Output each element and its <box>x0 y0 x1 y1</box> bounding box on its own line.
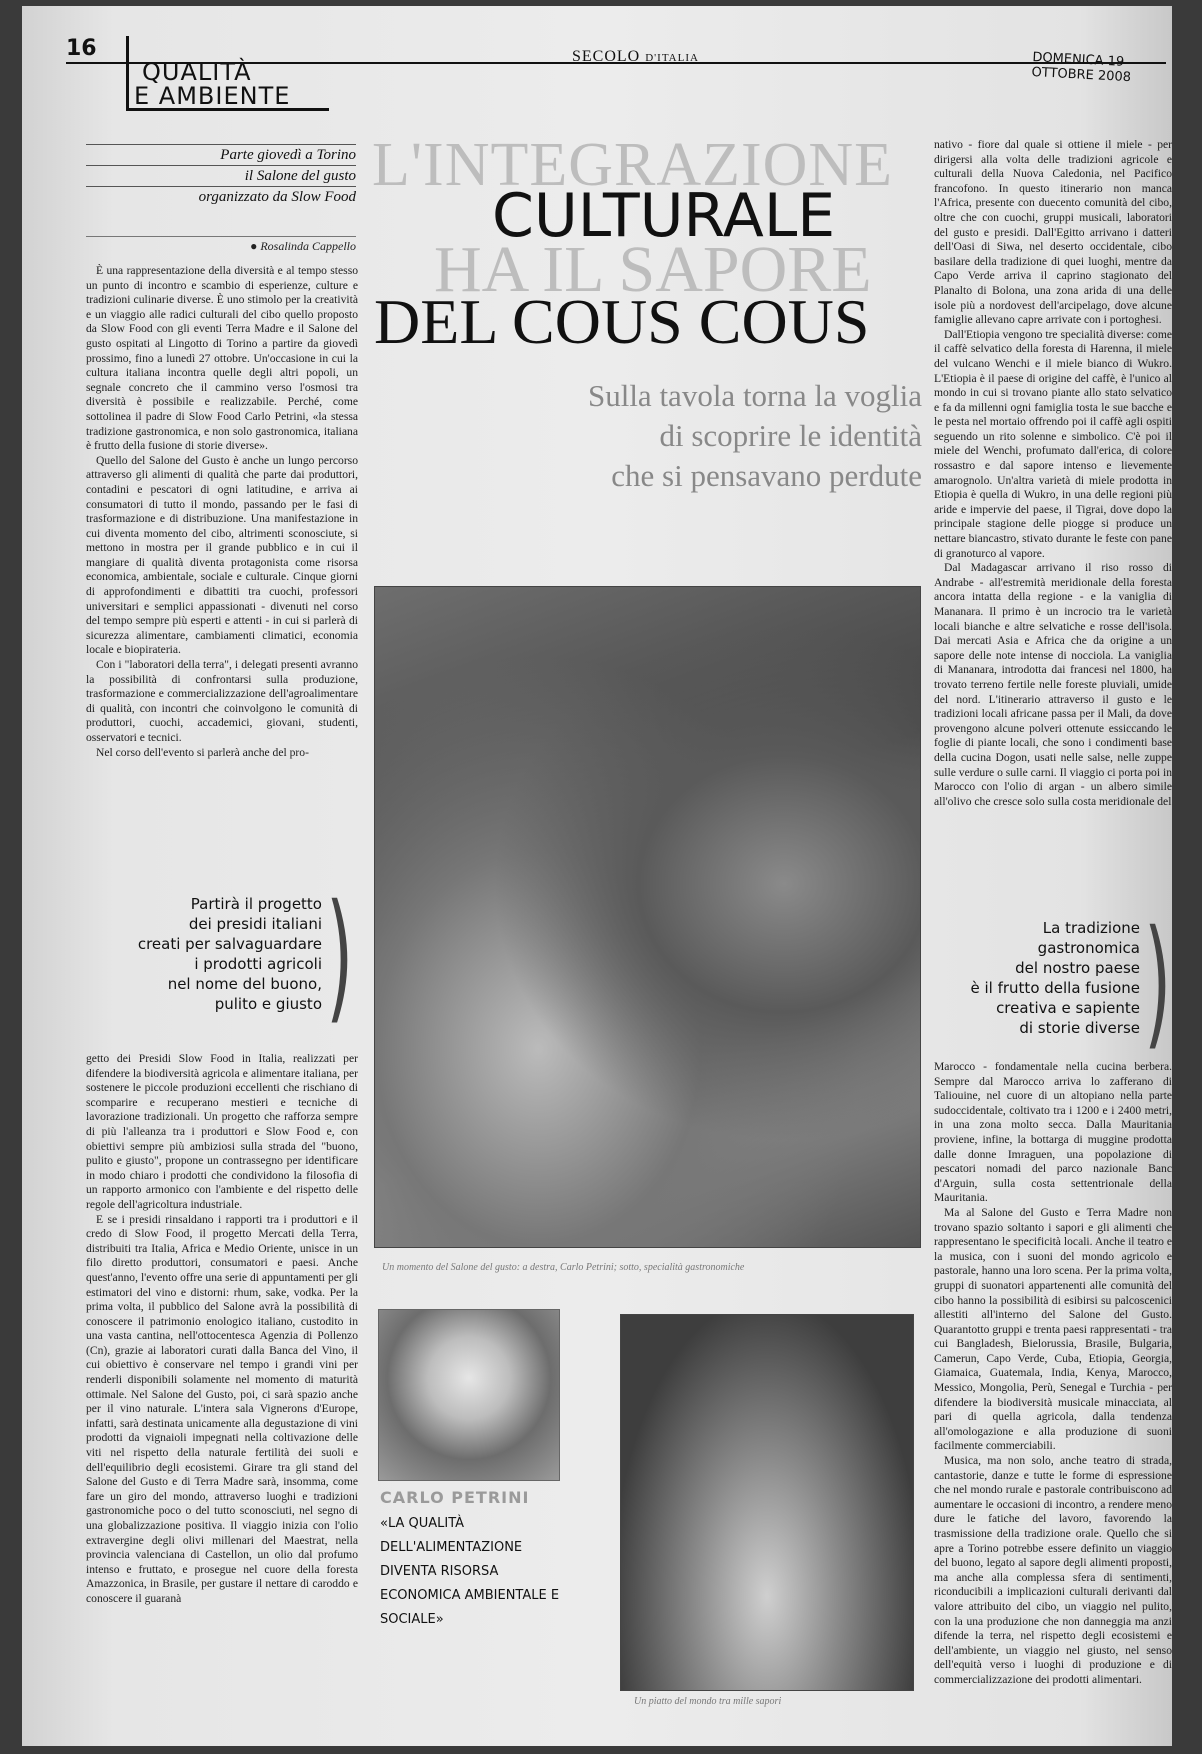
deck-line: Sulla tavola torna la voglia <box>587 378 922 413</box>
kicker-line: Parte giovedì a Torino <box>86 144 356 165</box>
petrini-quote: «LA QUALITÀ DELL'ALIMENTAZIONE DIVENTA RISORSA ECONOMICA AMBIENTALE E SOCIALE» <box>380 1516 560 1627</box>
petrini-name: CARLO PETRINI <box>380 1488 530 1507</box>
section-label-line1: QUALITÀ <box>142 58 252 86</box>
page-number: 16 <box>66 36 97 61</box>
paragraph: Dall'Etiopia vengono tre specialità diverse: come il caffè selvatico della foresta di Harenna, il miele del vulcano Wenchi e il miele bianco di Wukro. L'Etiopia è il paese di origine del caffè, è l'unico al mondo in cui si trovano piante allo stato selvatico e fa da millenni ogni famiglia tosta le sue bacche e le pesta nel mortaio offrendo poi il caffè agli ospiti seguendo un rito solenne e simbolico. C'è poi il miele del Wenchi, profumato dall'erica, di colore rossastro e dal sapore intenso e lievemente amarognolo. Un'altra varietà di miele prodotta in Etiopia è quella di Wukro, in una delle regioni più aride e impervie del paese, il Tigrai, dove dopo la principale stagione delle piogge si produce un nettare biancastro, stivato durante le feste con pane di granoturco al vapore. <box>934 327 1172 560</box>
paragraph: Dal Madagascar arrivano il riso rosso di Andrabe - all'estremità meridionale della foresta ancora intatta della regione - e la vaniglia di Mananara. Il primo è un incrocio tra le varietà locali bianche e altre selvatiche e rosse dell'isola. Dai mercati Asia e Africa che da origine a un sapore delle note intense di nocciola. La vaniglia di Mananara, introdotta dai francesi nel 1800, ha trovato terreno fertile nelle foreste pluviali, umide del nord. L'itinerario attraverso il gusto e le tradizioni locali africane passa per il Mali, da dove provengono alcune polveri ottenute essiccando le foglie di piante locali, che sono i condimenti base della cucina Dogon, usati nelle salse, nelle zuppe sulle verdure o sulle carni. Il viaggio ci porta poi in Marocco con l'olio di argan - un albero simile all'olivo che cresce solo sulla costa meridionale del <box>934 561 1172 808</box>
main-photo <box>374 586 921 1248</box>
issue-date: DOMENICA 19 OTTOBRE 2008 <box>1031 50 1132 86</box>
paragraph: Con i "laboratori della terra", i delegati presenti avranno la possibilità di confrontarsi sulla produzione, trasformazione e commercializzazione dell'agroalimentare di qualità, con incontri che coinvolgono le comunità di produttori, cuochi, accademici, giovani, studenti, osservatori e tecnici. <box>86 658 358 744</box>
paragraph: Quello del Salone del Gusto è anche un lungo percorso attraverso gli alimenti di qualità che parte dai produttori, contadini e pescatori di ogni latitudine, e arriva ai consumatori di tutto il mondo, passando per le fasi di trasformazione e di distribuzione. Una manifestazione in cui diventa momento del cibo, altrimenti sconosciute, si mettono in mostra per il grande pubblico e in cui il mangiare di qualità diventa protagonista come risorsa economica, ambientale, sociale e culturale. Cinque giorni di approfondimenti e dibattiti tra cuochi, professori universitari e semplici appassionati - divenuti nel corso del tempo sempre più esperti e attenti - in cui si parlerà di sicurezza alimentare, cambiamenti climatici, economia locale e biopirateria. <box>86 453 358 657</box>
article-column-3-bottom <box>934 1060 1172 1740</box>
food-photo <box>620 1314 914 1691</box>
pull-quote-right <box>952 918 1140 1038</box>
headline-line4: DEL COUS COUS <box>374 286 870 357</box>
author-byline: ● Rosalinda Cappello <box>86 236 356 254</box>
paragraph: Musica, ma non solo, anche teatro di strada, cantastorie, danze e tutte le forme di espressione che nel mondo rurale e pastorale contribuiscono ad aumentare le occasioni di incontro, a rendere meno dure le fatiche del lavoro, favorendo la trasmissione della tradizione orale. Quello che si apre a Torino potrebbe essere definito un viaggio del buono, legato al sapore degli alimenti proposti, ma anche alla complessa sfera di sentimenti, riconducibili a implicazioni culturali derivanti dal valore attribuito del cibo, un viaggio nel pulito, con la una produzione che non danneggia ma anzi difende la terra, nel rispetto degli ecosistemi e dell'ambiente, un viaggio nel giusto, nel senso dell'equità verso i luoghi di produzione e di commercializzazione dei prodotti alimentari. <box>934 1454 1172 1686</box>
paragraph: È una rappresentazione della diversità e al tempo stesso un punto di incontro e scambio di esperienze, culture e tradizioni culinarie diverse. È uno stimolo per la creatività e un viaggio alle radici culturali del cibo quello proposto da Slow Food con gli eventi Terra Madre e il Salone del gusto ospitati al Lingotto di Torino a partire da giovedì prossimo, fino a lunedì 27 ottobre. Un'occasione in cui la cultura italiana incontra quelle degli altri popoli, un segnale concreto che il cammino verso l'osmosi tra diversità è possibile e realizzabile. Perché, come sottolinea il padre di Slow Food Carlo Petrini, «la stessa tradizione gastronomica, e non solo gastronomica, italiana è frutto della fusione di storie diverse». <box>86 264 358 453</box>
pull-quote-bracket: ) <box>1144 900 1172 1064</box>
paragraph: E se i presidi rinsaldano i rapporti tra i produttori e il credo di Slow Food, il progetto Mercati della Terra, distribuiti tra Italia, Africa e Medio Oriente, unisce in un filo diretto produttori, consumatori e paesi. Anche quest'anno, l'evento offre una serie di appuntamenti per gli estimatori del vino e distorni: rhum, sake, vodka. Per la prima volta, il pubblico del Salone avrà la possibilità di conoscere il patrimonio enologico italiano, custodito in una vasta cantina, nell'ottocentesca Agenzia di Pollenzo (Cn), grazie ai laboratori curati dalla Banca del Vino, il cui obiettivo è conservare nel tempo i grandi vini per renderli disponibili solamente nel momento di maturità ottimale. Nel Salone del Gusto, poi, ci sarà spazio anche per il vino naturale. L'intera sala Vignerons d'Europe, infatti, sarà destinata unicamente alla degustazione di vini prodotti da vignaioli impegnati nella coltivazione delle viti nel rispetto della naturale fertilità dei suoli e dell'equilibrio degli ecosistemi. Girare tra gli stand del Salone del Gusto e di Terra Madre sarà, insomma, come fare un giro del mondo, attraverso luoghi e tradizioni gastronomiche poco o del tutto sconosciuti, nel segno di una globalizzazione positiva. Il viaggio inizia con l'olio extravergine degli olivi millenari del Maestrat, nella provincia valenciana di Castellon, un olio dal profumo intenso e fruttato, e prosegue nel cuore della foresta Amazzonica, in Brasile, per gustare il nettare di caroddo e conoscere il guaranà <box>86 1212 358 1605</box>
pull-quote-line: Partirà il progetto <box>190 895 322 913</box>
paragraph: nativo - fiore dal quale si ottiene il miele - per dirigersi alla volta delle tradizioni agricole e culturali della Nuova Caledonia, nel Pacifico francofono. In questo itinerario non manca l'Africa, presente con duecento comunità del cibo, oltre che con cuochi, gruppi musicali, laboratori del gusto e presidi. Dall'Egitto arrivano i datteri dell'Oasi di Siwa, nel deserto occidentale, cibo basilare della tradizione di quei luoghi, mentre da Capo Verde arriva il caprino stagionato del Planalto di Bolona, una zona arida di una delle isole più a nordovest dell'arcipelago, dove alcune famiglie allevano capre arrivate con i portoghesi. <box>934 138 1172 327</box>
pull-quote-line: creativa e sapiente <box>996 999 1140 1017</box>
article-column-1-top <box>86 264 358 866</box>
deck <box>462 376 922 496</box>
kicker <box>86 144 356 207</box>
pull-quote-line: i prodotti agricoli <box>194 955 322 973</box>
pull-quote-line: gastronomica <box>1037 939 1140 957</box>
pull-quote-line: è il frutto della fusione <box>970 979 1140 997</box>
pull-quote-left <box>122 894 322 1014</box>
petrini-portrait <box>378 1309 560 1481</box>
newspaper-masthead <box>572 48 699 66</box>
kicker-line: il Salone del gusto <box>86 165 356 186</box>
pull-quote-line: del nostro paese <box>1015 959 1140 977</box>
article-column-3-top <box>934 138 1172 908</box>
headline-line3: HA IL SAPORE <box>434 233 872 306</box>
pull-quote-bracket: ) <box>326 874 354 1038</box>
headline-line1: L'INTEGRAZIONE <box>372 131 894 199</box>
main-photo-caption: Un momento del Salone del gusto: a destra, Carlo Petrini; sotto, specialità gastronomiche <box>382 1262 745 1273</box>
pull-quote-line: nel nome del buono, <box>167 975 322 993</box>
deck-line: di scoprire le identità <box>659 418 922 453</box>
paragraph: Marocco - fondamentale nella cucina berbera. Sempre dal Marocco arriva lo zafferano di Taliouine, nel cuore di un altopiano nella parte sudoccidentale, coltivato tra i 1200 e i 2400 metri, in una zona molto secca. Dalla Mauritania proviene, infine, la bottarga di muggine prodotta dalle donne Imraguen, una popolazione di pescatori nomadi del parco nazionale Banc d'Arguin, sulla costa settentrionale della Mauritania. <box>934 1060 1172 1205</box>
deck-line: che si pensavano perdute <box>611 458 922 493</box>
pull-quote-line: creati per salvaguardare <box>137 935 322 953</box>
pull-quote-line: di storie diverse <box>1019 1019 1140 1037</box>
section-label-line2: E AMBIENTE <box>134 82 291 110</box>
headline-line2: CULTURALE <box>492 181 836 251</box>
kicker-line: organizzato da Slow Food <box>86 186 356 207</box>
paragraph: Ma al Salone del Gusto e Terra Madre non trovano spazio soltanto i sapori e gli alimenti che rappresentano le specificità locali. Anche il teatro e la musica, con i suoni del mondo agricolo e pastorale, hanno una loro scena. Per la prima volta, gruppi di suonatori appartenenti alle comunità del cibo hanno la possibilità di esibirsi su palcoscenici allestiti all'interno del Salone del Gusto. Quarantotto gruppi e trenta paesi rappresentati - tra cui Bangladesh, Bielorussia, Brasile, Bulgaria, Camerun, Capo Verde, Cuba, Etiopia, Georgia, Giamaica, Guatemala, India, Kenya, Marocco, Messico, Mongolia, Perù, Senegal e Turchia - per difendere la biodiversità musicale minacciata, al pari di quella agricola, dalla tendenza all'omologazione e alla produzione di suoni facilmente commerciabili. <box>934 1205 1172 1453</box>
food-photo-caption: Un piatto del mondo tra mille sapori <box>634 1696 782 1707</box>
pull-quote-line: La tradizione <box>1042 919 1140 937</box>
paper-suffix: D'ITALIA <box>645 52 699 64</box>
newspaper-page <box>22 6 1172 1746</box>
pull-quote-line: pulito e giusto <box>214 995 322 1013</box>
paragraph: Nel corso dell'evento si parlerà anche del pro- <box>96 745 309 759</box>
paragraph: getto dei Presidi Slow Food in Italia, realizzati per difendere la biodiversità agricola e alimentare italiana, per sostenere le piccole produzioni eccellenti che rischiano di scomparire e recuperano mestieri e tecniche di lavorazione tradizionali. Un progetto che rafforza sempre di più l'alleanza tra i produttori e Slow Food e, con obiettivi sempre più ambiziosi sulla strada del "buono, pulito e giusto", propone un contrassegno per identificare in modo chiaro i prodotti che condividono la filosofia di un rapporto armonico con l'ambiente e del rispetto delle regole dell'agricoltura industriale. <box>86 1052 358 1211</box>
article-column-1-bottom <box>86 1052 358 1742</box>
pull-quote-line: dei presidi italiani <box>188 915 322 933</box>
paper-name: SECOLO <box>572 48 641 65</box>
